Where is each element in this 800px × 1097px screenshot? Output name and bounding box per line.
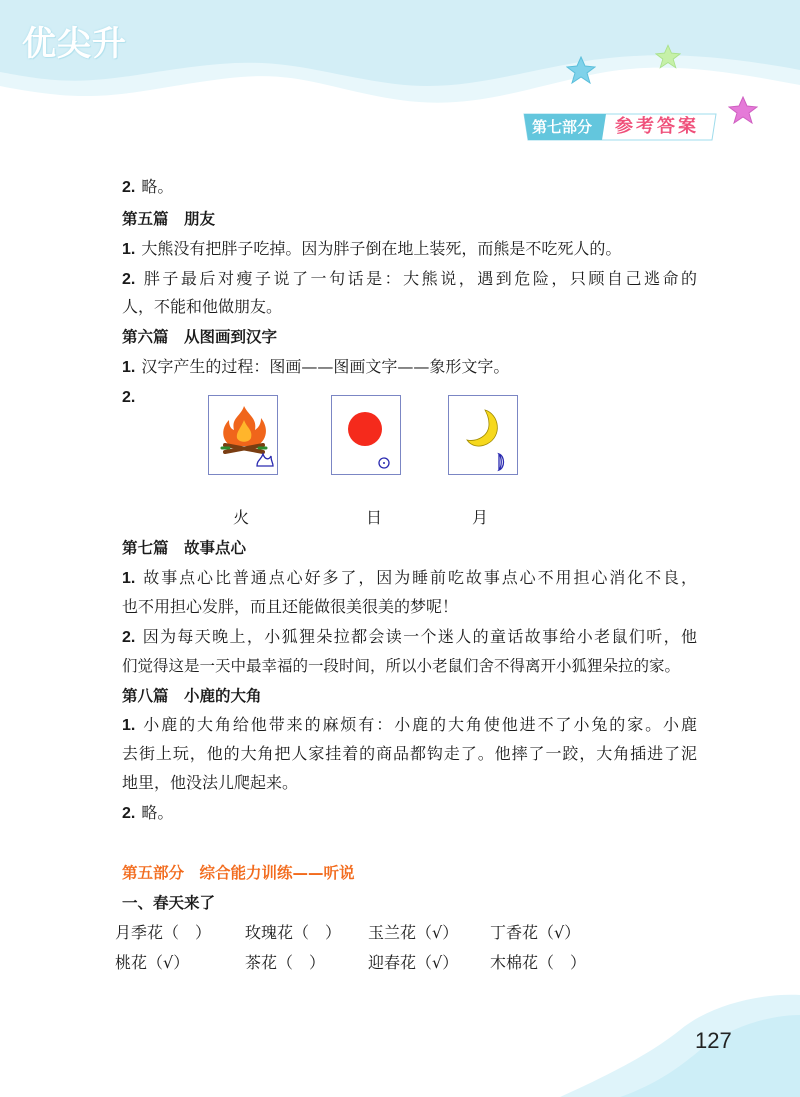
answer-line-continued: 人，不能和他做朋友。 <box>122 297 283 316</box>
footer-wave-background <box>560 985 800 1097</box>
answer-line-continued: 们觉得这是一天中最幸福的一段时间，所以小老鼠们舍不得离开小狐狸朵拉的家。 <box>122 657 681 675</box>
answer-line: 1. 大熊没有把胖子吃掉。因为胖子倒在地上装死，而熊是不吃死人的。 <box>122 239 622 258</box>
flower-answer: 迎春花（√） <box>368 953 459 972</box>
answer-line-continued: 也不用担心发胖，而且还能做很美很美的梦呢！ <box>122 597 459 616</box>
flower-answer: 木棉花（ ） <box>490 953 587 972</box>
section-part-label: 第七部分 <box>532 118 593 136</box>
star-icon <box>728 96 758 124</box>
answer-line: 1. 汉字产生的过程：图画——图画文字——象形文字。 <box>122 357 510 376</box>
pictograph-moon <box>448 395 518 475</box>
answer-line-continued: 去街上玩，他的大角把人家挂着的商品都钩走了。他摔了一跤，大角插进了泥 <box>122 744 697 763</box>
flower-answer: 丁香花（√） <box>490 923 581 942</box>
section-heading: 一、春天来了 <box>122 894 216 912</box>
answer-line: 2. 略。 <box>122 803 174 822</box>
pictograph-label: 月 <box>472 508 489 527</box>
brand-logo-text: 优尖升 <box>22 24 127 64</box>
chapter-heading: 第六篇 从图画到汉字 <box>122 328 278 346</box>
fire-icon <box>209 396 279 476</box>
pictograph-label: 日 <box>366 508 383 527</box>
flower-answer: 玫瑰花（ ） <box>245 923 342 942</box>
answer-line: 1. 小鹿的大角给他带来的麻烦有：小鹿的大角使他进不了小兔的家。小鹿 <box>122 715 697 734</box>
part-heading: 第五部分 综合能力训练——听说 <box>122 864 355 882</box>
flower-answer: 茶花（ ） <box>245 953 326 972</box>
answer-line-continued: 地里，他没法儿爬起来。 <box>122 773 299 792</box>
answer-line: 1. 故事点心比普通点心好多了，因为睡前吃故事点心不用担心消化不良， <box>122 568 697 587</box>
page-number: 127 <box>695 1028 732 1053</box>
pictograph-label: 火 <box>233 508 250 527</box>
star-icon <box>655 44 681 69</box>
moon-icon <box>449 396 519 476</box>
section-title-label: 参考答案 <box>615 116 699 137</box>
flower-answer: 玉兰花（√） <box>368 923 459 942</box>
star-icon <box>566 56 596 84</box>
chapter-heading: 第七篇 故事点心 <box>122 539 247 557</box>
pictograph-sun <box>331 395 401 475</box>
flower-answer: 月季花（ ） <box>115 923 212 942</box>
answer-line: 2. 因为每天晚上，小狐狸朵拉都会读一个迷人的童话故事给小老鼠们听，他 <box>122 627 697 646</box>
flower-answer: 桃花（√） <box>115 953 190 972</box>
answer-line: 2. 略。 <box>122 177 174 196</box>
answer-line: 2. <box>122 389 136 406</box>
pictograph-fire <box>208 395 278 475</box>
answer-line: 2. 胖子最后对瘦子说了一句话是：大熊说，遇到危险，只顾自己逃命的 <box>122 269 697 288</box>
chapter-heading: 第五篇 朋友 <box>122 210 216 228</box>
chapter-heading: 第八篇 小鹿的大角 <box>122 687 262 705</box>
sun-icon <box>332 396 402 476</box>
